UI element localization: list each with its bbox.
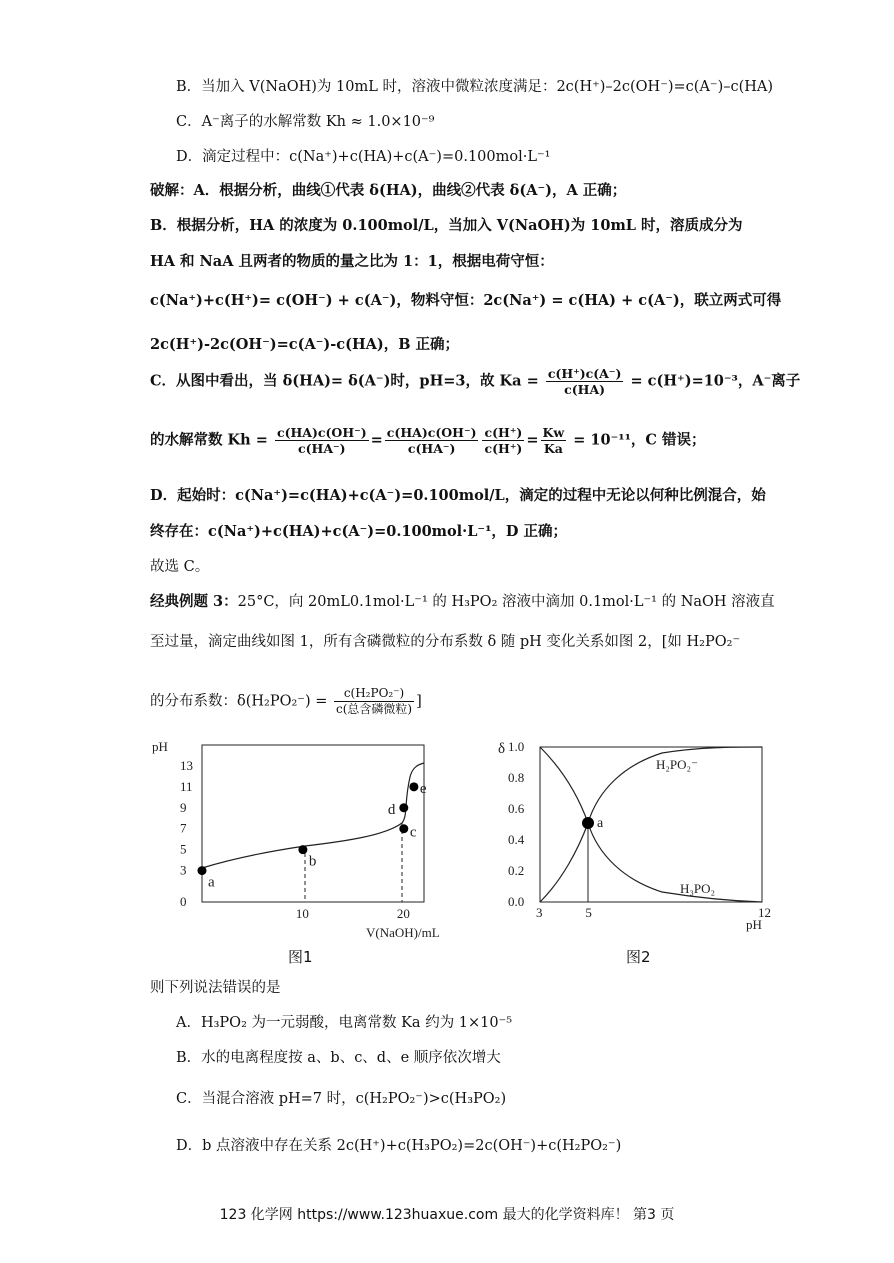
example-3-text-1: 25°C，向 20mL0.1mol·L⁻¹ 的 H₃PO₂ 溶液中滴加 0.1mol·L⁻¹ 的 NaOH 溶液直: [237, 594, 775, 610]
fig1-xtick: 10: [295, 906, 309, 921]
page-footer: 123 化学网 https://www.123huaxue.com 最大的化学资料库！ 第3 页: [219, 1207, 675, 1223]
solution-d-2: 终存在：c(Na⁺)+c(HA)+c(A⁻)=0.100mol·L⁻¹，D 正确；: [150, 523, 568, 540]
fig2-xtick: 5: [585, 905, 592, 920]
delta-numerator: c(H₂PO₂⁻): [334, 686, 414, 702]
solution-a: 破解：A．根据分析，曲线①代表 δ(HA)，曲线②代表 δ(A⁻)，A 正确；: [150, 182, 627, 199]
fig2-ytick: 0.4: [508, 832, 525, 847]
kh-f1-den: c(HA⁻): [298, 441, 346, 456]
fig2-series-h3po2: H₃PO₂: [680, 881, 716, 896]
fig2-curve-h2po2: [540, 747, 762, 902]
solution-b-3: c(Na⁺)+c(H⁺)= c(OH⁻) + c(A⁻)，物料守恒：2c(Na⁺) = c(HA) + c(A⁻)，联立两式可得: [150, 292, 782, 309]
question-option-d: D．b 点溶液中存在关系 2c(H⁺)+c(H₃PO₂)=2c(OH⁻)+c(H₂PO₂⁻): [176, 1138, 622, 1154]
example-3-line-1: [150, 592, 775, 612]
kh-fraction-2: [385, 425, 479, 456]
delta-denominator: c(总含磷微粒): [335, 702, 413, 716]
solution-b-1: B．根据分析，HA 的浓度为 0.100mol/L，当加入 V(NaOH)为 10mL 时，溶质成分为: [150, 217, 743, 234]
fig1-point-b: [298, 845, 307, 854]
kh-f3-num: c(H⁺): [484, 425, 523, 440]
solution-c-1: [150, 366, 800, 397]
delta-fraction: [334, 686, 414, 717]
solution-d-1: D．起始时：c(Na⁺)=c(HA)+c(A⁻)=0.100mol/L，滴定的过程中无论以何种比例混合，始: [150, 487, 766, 504]
kh-f3-den: c(H⁺): [484, 441, 523, 456]
kh-fraction-4: [541, 425, 567, 456]
fig1-point-e: [409, 782, 418, 791]
solution-c-2-post: = 10⁻¹¹，C 错误；: [573, 431, 706, 449]
example-3-line-3: [150, 686, 422, 717]
solution-c-1-post: = c(H⁺)=10⁻³，A⁻离子: [630, 372, 801, 390]
option-b: B．当加入 V(NaOH)为 10mL 时，溶液中微粒浓度满足：2c(H⁺)–2c(OH⁻)=c(A⁻)–c(HA): [176, 79, 774, 95]
fig1-point-label: e: [419, 780, 427, 797]
fig2-ytick: 0.8: [508, 770, 525, 785]
ka-denominator: c(HA): [564, 382, 606, 397]
fig2-series-h2po2: H₂PO₂⁻: [656, 757, 698, 772]
fig1-ytick: 0: [180, 894, 187, 909]
figure-2-distribution-curve: [494, 735, 784, 945]
fig2-xtick: 12: [758, 905, 771, 920]
question-option-c: C．当混合溶液 pH=7 时，c(H₂PO₂⁻)>c(H₃PO₂): [176, 1091, 507, 1107]
fig1-point-a: [198, 866, 207, 875]
solution-c-1-pre: C．从图中看出，当 δ(HA)= δ(A⁻)时，pH=3，故 Ka =: [150, 372, 539, 390]
fig1-point-d: [399, 803, 408, 812]
question-option-b: B．水的电离程度按 a、b、c、d、e 顺序依次增大: [176, 1050, 501, 1066]
fig2-curve-h3po2: [540, 747, 762, 902]
kh-f2-num: c(HA)c(OH⁻): [386, 425, 477, 440]
kh-fraction-3: [482, 425, 524, 456]
fig1-xtick: 20: [396, 906, 410, 921]
fig2-ytick: 0.2: [508, 863, 525, 878]
example-3-line-2: 至过量，滴定曲线如图 1，所有含磷微粒的分布系数 δ 随 pH 变化关系如图 2，[如 H₂PO₂⁻: [150, 634, 741, 650]
fig1-ytick: 3: [180, 862, 187, 878]
option-c: C．A⁻离子的水解常数 Kh ≈ 1.0×10⁻⁹: [176, 114, 435, 130]
fig1-xlabel: V(NaOH)/mL: [366, 925, 440, 940]
conclusion: 故选 C。: [150, 559, 210, 575]
kh-f1-num: c(HA)c(OH⁻): [276, 425, 367, 440]
example-3-close: ]: [416, 693, 422, 710]
fig2-xtick: 3: [536, 905, 543, 920]
fig2-point-a: [582, 817, 594, 829]
fig2-ylabel: δ: [498, 741, 506, 757]
kh-f4-num: Kw: [542, 425, 565, 440]
example-3-text-3: 的分布系数：δ(H₂PO₂⁻) =: [150, 693, 328, 710]
fig1-point-label: b: [308, 853, 317, 870]
fig1-point-label: a: [208, 874, 215, 891]
fig1-point-label: d: [387, 801, 396, 818]
fig1-ytick: 13: [180, 757, 193, 773]
fig1-ytick: 7: [180, 820, 187, 836]
fig2-ytick: 1.0: [508, 739, 525, 754]
fig2-point-a-label: a: [597, 816, 604, 831]
fig2-ytick: 0.6: [508, 801, 525, 816]
question-option-a: A．H₃PO₂ 为一元弱酸，电离常数 Ka 约为 1×10⁻⁵: [176, 1015, 513, 1031]
solution-c-2: 的水解常数 Kh = $\frac{c(HA)c(OH^-)}{c(HA^-)}$ = $\frac{c(HA)c(OH^-)}{c(HA^-)}$ $\frac{c(H^+)}{c(H^+)}$ = $\frac{Kw}{Ka}$ = 10⁻¹¹，C 错误；: [150, 425, 706, 456]
fig1-ytick: 5: [180, 841, 187, 857]
fig1-ytick: 9: [180, 799, 187, 815]
kh-f2-den: c(HA⁻): [407, 441, 456, 456]
fig2-xlabel: pH: [746, 917, 762, 932]
fig1-point-c: [399, 824, 408, 833]
ka-numerator: c(H⁺)c(A⁻): [547, 366, 622, 381]
figure-1-titration-curve: [148, 735, 448, 945]
ka-fraction: [546, 366, 624, 397]
figure-1-caption: 图1: [288, 948, 313, 966]
example-3-title: 经典例题 3：: [150, 593, 238, 610]
fig1-ytick: 11: [180, 778, 193, 794]
fig1-point-label: c: [409, 824, 417, 841]
solution-c-2-pre: 的水解常数 Kh =: [150, 431, 268, 449]
figure-2-caption: 图2: [626, 948, 651, 966]
fig2-ytick: 0.0: [508, 894, 525, 909]
kh-f4-den: Ka: [543, 441, 563, 456]
question-stem: 则下列说法错误的是: [150, 980, 281, 996]
solution-b-4: 2c(H⁺)-2c(OH⁻)=c(A⁻)-c(HA)，B 正确；: [150, 336, 460, 353]
option-d: D．滴定过程中：c(Na⁺)+c(HA)+c(A⁻)=0.100mol·L⁻¹: [176, 149, 551, 165]
kh-fraction-1: [275, 425, 369, 456]
solution-b-2: HA 和 NaA 且两者的物质的量之比为 1：1，根据电荷守恒：: [150, 253, 554, 270]
fig1-ylabel: pH: [152, 739, 168, 754]
